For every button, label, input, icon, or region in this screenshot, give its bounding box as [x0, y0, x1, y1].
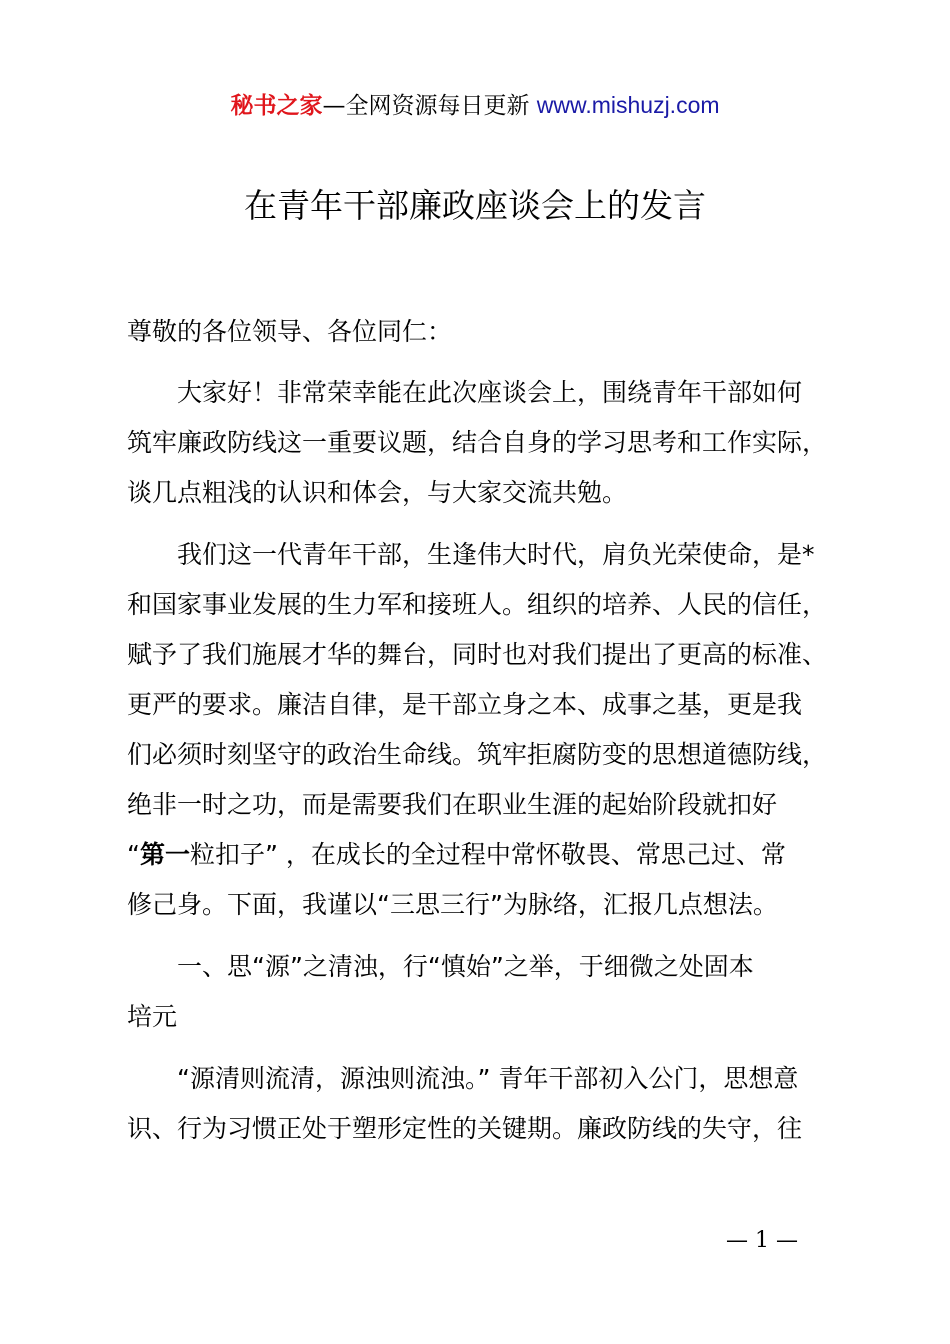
paragraph-line [127, 830, 862, 880]
paragraph-line: 绝非一时之功，而是需要我们在职业生涯的起始阶段就扣好 [127, 790, 778, 819]
paragraph-line: 赋予了我们施展才华的舞台，同时也对我们提出了更高的标准、 [127, 640, 828, 669]
site-header [0, 88, 950, 123]
paragraph-line: 筑牢廉政防线这一重要议题，结合自身的学习思考和工作实际， [127, 428, 828, 457]
heading-line: 一、思“源”之清浊，行“慎始”之举，于细微之处固本 [177, 952, 754, 981]
salutation [127, 307, 862, 357]
paragraph-intro [127, 368, 862, 518]
paragraph-line: 大家好！非常荣幸能在此次座谈会上，围绕青年干部如何 [177, 378, 803, 407]
open-quote: “ [127, 840, 140, 869]
paragraph-line: 和国家事业发展的生力军和接班人。组织的培养、人民的信任， [127, 590, 828, 619]
paragraph-line: 我们这一代青年干部，生逢伟大时代，肩负光荣使命，是* [177, 540, 815, 569]
paragraph-line: 识、行为习惯正处于塑形定性的关键期。廉政防线的失守，往 [127, 1114, 803, 1143]
paragraph-line: 们必须时刻坚守的政治生命线。筑牢拒腐防变的思想道德防线， [127, 740, 828, 769]
site-url-link[interactable]: www.mishuzj.com [536, 92, 720, 118]
paragraph-line: 谈几点粗浅的认识和体会，与大家交流共勉。 [127, 478, 628, 507]
line-rest: 粒扣子” ，在成长的全过程中常怀敬畏、常思己过、常 [189, 840, 786, 869]
page-number: — 1 — [726, 1228, 798, 1253]
paragraph-source [127, 1054, 862, 1154]
header-slogan: —全网资源每日更新 [322, 93, 537, 119]
paragraph-mission [127, 530, 862, 930]
paragraph-line: “源清则流清，源浊则流浊。” 青年干部初入公门，思想意 [177, 1064, 799, 1093]
salutation-text: 尊敬的各位领导、各位同仁： [127, 317, 453, 346]
bold-emphasis: 第一 [139, 840, 190, 869]
paragraph-line: 更严的要求。廉洁自律，是干部立身之本、成事之基，更是我 [127, 690, 803, 719]
brand-name: 秘书之家 [230, 93, 323, 119]
paragraph-line: 修己身。下面，我谨以“三思三行”为脉络，汇报几点想法。 [127, 890, 778, 919]
section-heading-1 [127, 942, 862, 1042]
document-title: 在青年干部廉政座谈会上的发言 [244, 186, 706, 225]
heading-line: 培元 [127, 1002, 178, 1031]
